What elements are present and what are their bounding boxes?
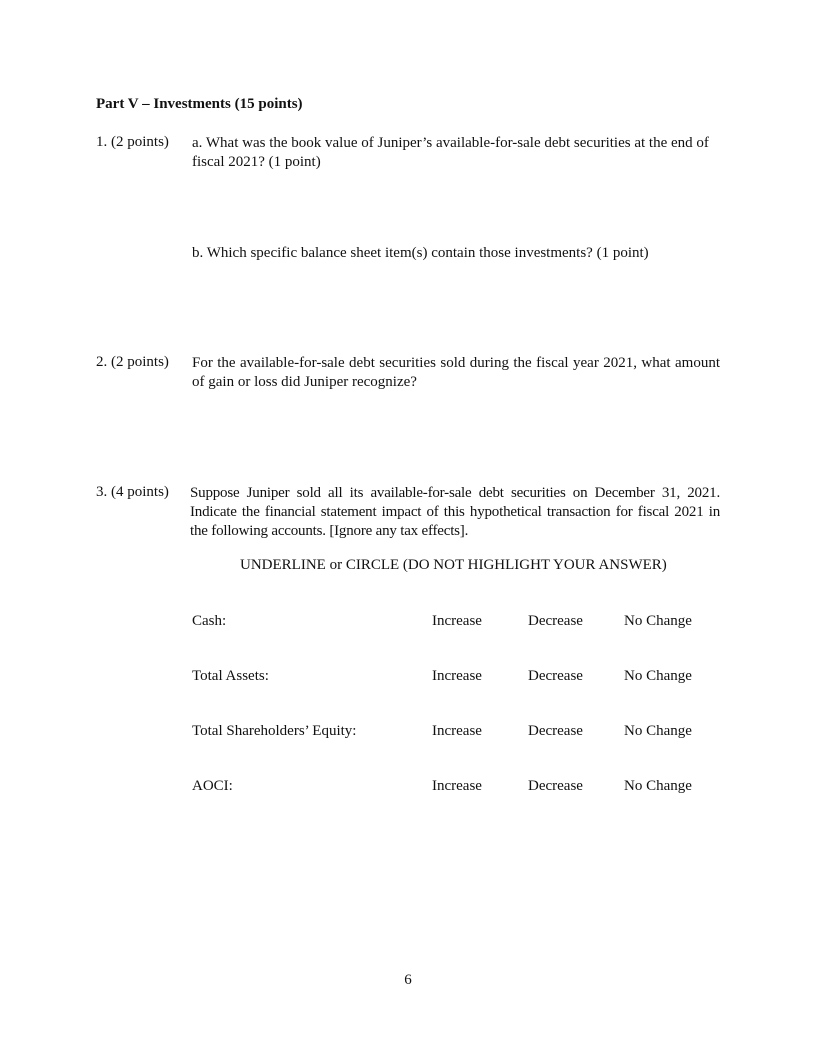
page-number: 6 bbox=[404, 972, 412, 988]
question-3-text: Suppose Juniper sold all its available-for-sale debt securities on December 31, 2021. Indicate the financial statement impact of this hypothetical transaction for fiscal 2021 in the following accounts. [Ignore any tax effects]. bbox=[190, 485, 720, 539]
account-label-aoci: AOCI: bbox=[192, 778, 233, 794]
equity-increase-option[interactable]: Increase bbox=[432, 723, 482, 739]
cash-no-change-option[interactable]: No Change bbox=[624, 613, 692, 629]
account-label-total-assets: Total Assets: bbox=[192, 668, 269, 684]
account-label-cash: Cash: bbox=[192, 613, 227, 629]
total-assets-increase-option[interactable]: Increase bbox=[432, 668, 482, 684]
question-3-number: 3. (4 points) bbox=[96, 484, 169, 500]
question-1b-text: b. Which specific balance sheet item(s) contain those investments? (1 point) bbox=[192, 245, 649, 261]
total-assets-decrease-option[interactable]: Decrease bbox=[528, 668, 583, 684]
section-heading: Part V – Investments (15 points) bbox=[96, 96, 303, 112]
question-2-number: 2. (2 points) bbox=[96, 354, 169, 370]
aoci-decrease-option[interactable]: Decrease bbox=[528, 778, 583, 794]
aoci-increase-option[interactable]: Increase bbox=[432, 778, 482, 794]
answer-instruction: UNDERLINE or CIRCLE (DO NOT HIGHLIGHT YOUR ANSWER) bbox=[240, 557, 667, 573]
question-2-text: For the available-for-sale debt securities sold during the fiscal year 2021, what amount of gain or loss did Juniper recognize? bbox=[192, 355, 720, 390]
total-assets-no-change-option[interactable]: No Change bbox=[624, 668, 692, 684]
question-1-number: 1. (2 points) bbox=[96, 134, 169, 150]
cash-decrease-option[interactable]: Decrease bbox=[528, 613, 583, 629]
equity-decrease-option[interactable]: Decrease bbox=[528, 723, 583, 739]
account-label-total-shareholders-equity: Total Shareholders’ Equity: bbox=[192, 723, 357, 739]
aoci-no-change-option[interactable]: No Change bbox=[624, 778, 692, 794]
equity-no-change-option[interactable]: No Change bbox=[624, 723, 692, 739]
question-1a-text: a. What was the book value of Juniper’s available-for-sale debt securities at the end of fiscal 2021? (1 point) bbox=[192, 135, 709, 170]
cash-increase-option[interactable]: Increase bbox=[432, 613, 482, 629]
